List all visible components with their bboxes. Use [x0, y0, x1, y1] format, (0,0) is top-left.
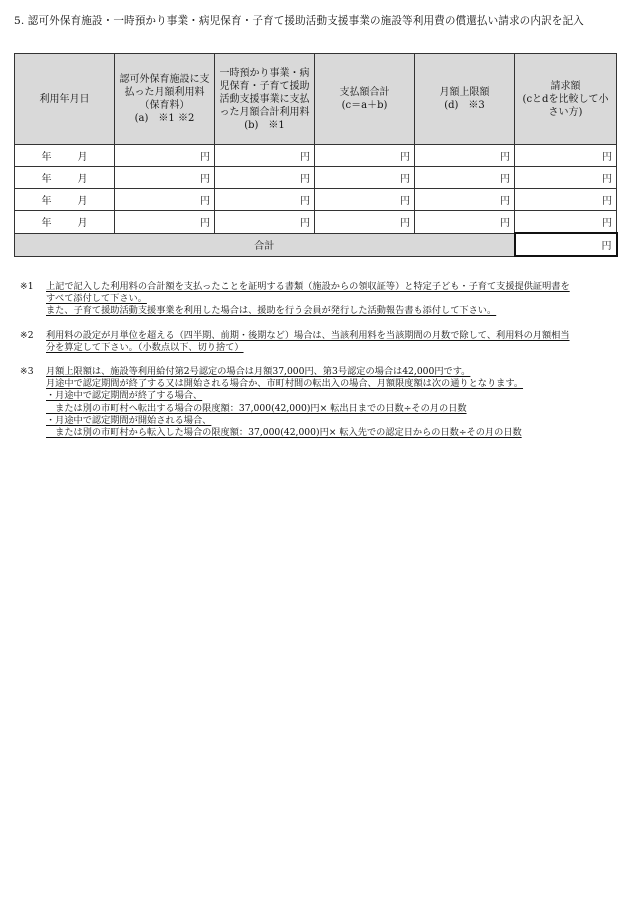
- year-label: 年: [41, 174, 52, 185]
- month-label: 月: [77, 196, 88, 207]
- temporary-care-fee-field[interactable]: 円: [215, 189, 315, 211]
- total-amount-field[interactable]: 円: [515, 233, 617, 256]
- month-label: 月: [77, 152, 88, 163]
- note-line: 上記で記入した利用料の合計額を支払ったことを証明する書類（施設からの領収証等）と特定子ども・子育て支援提供証明書を: [46, 281, 570, 292]
- unlicensed-fee-field[interactable]: 円: [115, 145, 215, 167]
- note-line: 分を算定して下さい。（小数点以下、切り捨て）: [46, 341, 244, 353]
- payment-total-field[interactable]: 円: [315, 189, 415, 211]
- header-usage-month: 利用年月日: [15, 54, 115, 145]
- payment-total-field[interactable]: 円: [315, 145, 415, 167]
- unlicensed-fee-field[interactable]: 円: [115, 189, 215, 211]
- note-line: 利用料の設定が月単位を超える（四半期、前期・後期など）場合は、当該利用料を当該期間の月数で除して、利用料の月額相当: [46, 329, 570, 341]
- temporary-care-fee-field[interactable]: 円: [215, 167, 315, 189]
- header-monthly-cap: 月額上限額 (d) ※3: [415, 54, 515, 145]
- note-mark: ※3: [20, 366, 34, 378]
- note-line: ・月途中で認定期間が開始される場合、: [46, 414, 212, 426]
- note-line: ・月途中で認定期間が終了する場合、: [46, 390, 203, 402]
- payment-total-field[interactable]: 円: [315, 211, 415, 234]
- note-2: [20, 330, 618, 354]
- note-line: すべて添付して下さい。: [46, 293, 147, 305]
- note-line: 月途中で認定期間が終了する又は開始される場合か、市町村間の転出入の場合、月額限度額は次の通りとなります。: [46, 378, 524, 390]
- claim-amount-field[interactable]: 円: [515, 167, 617, 189]
- usage-month-field[interactable]: [15, 189, 115, 211]
- table-row: [15, 167, 617, 189]
- monthly-cap-field[interactable]: 円: [415, 211, 515, 234]
- claim-amount-field[interactable]: 円: [515, 211, 617, 234]
- month-label: 月: [77, 218, 88, 230]
- unlicensed-fee-field[interactable]: 円: [115, 167, 215, 189]
- usage-month-field[interactable]: [15, 145, 115, 167]
- total-row: [15, 233, 617, 256]
- note-mark: ※2: [20, 329, 34, 341]
- note-line: 月額上限額は、施設等利用給付第2号認定の場合は月額37,000円、第3号認定の場合は42,000円です。: [46, 366, 471, 378]
- section-heading: 5. 認可外保育施設・一時預かり事業・病児保育・子育て援助活動支援事業の施設等利用費の償還払い請求の内訳を記入: [14, 15, 584, 27]
- note-line: または別の市町村から転入した場合の限度額：37,000(42,000)円× 転入先での認定日からの日数÷その月の日数: [46, 427, 522, 439]
- note-3: [20, 366, 618, 439]
- table-header-row: [15, 54, 617, 145]
- year-label: 年: [41, 152, 52, 163]
- table-row: [15, 189, 617, 211]
- monthly-cap-field[interactable]: 円: [415, 189, 515, 211]
- header-temporary-care-fee: 一時預かり事業・病児保育・子育て援助活動支援事業に支払った月額合計利用料 (b) ※1: [215, 54, 315, 145]
- header-claim-amount: 請求額 (cとdを比較して小さい方): [515, 54, 617, 145]
- table-row: [15, 145, 617, 167]
- claim-breakdown-table: [14, 53, 618, 257]
- note-mark: ※1: [20, 281, 34, 292]
- monthly-cap-field[interactable]: 円: [415, 145, 515, 167]
- payment-total-field[interactable]: 円: [315, 167, 415, 189]
- total-label: 合計: [15, 233, 515, 256]
- month-label: 月: [77, 174, 88, 185]
- monthly-cap-field[interactable]: 円: [415, 167, 515, 189]
- note-line: また、子育て援助活動支援事業を利用した場合は、援助を行う会員が発行した活動報告書も添付して下さい。: [46, 305, 497, 317]
- notes-section: [20, 281, 618, 451]
- usage-month-field[interactable]: [15, 167, 115, 189]
- claim-amount-field[interactable]: 円: [515, 189, 617, 211]
- note-line: または別の市町村へ転出する場合の限度額：37,000(42,000)円× 転出日までの日数÷その月の日数: [46, 402, 467, 414]
- temporary-care-fee-field[interactable]: 円: [215, 145, 315, 167]
- header-payment-total: 支払額合計 (c＝a＋b): [315, 54, 415, 145]
- claim-amount-field[interactable]: 円: [515, 145, 617, 167]
- table-row: [15, 211, 617, 234]
- header-unlicensed-fee: 認可外保育施設に支払った月額利用料（保育料） (a) ※1 ※2: [115, 54, 215, 145]
- note-1: [20, 281, 618, 318]
- temporary-care-fee-field[interactable]: 円: [215, 211, 315, 234]
- year-label: 年: [41, 218, 52, 230]
- usage-month-field[interactable]: [15, 211, 115, 234]
- unlicensed-fee-field[interactable]: 円: [115, 211, 215, 234]
- year-label: 年: [41, 196, 52, 207]
